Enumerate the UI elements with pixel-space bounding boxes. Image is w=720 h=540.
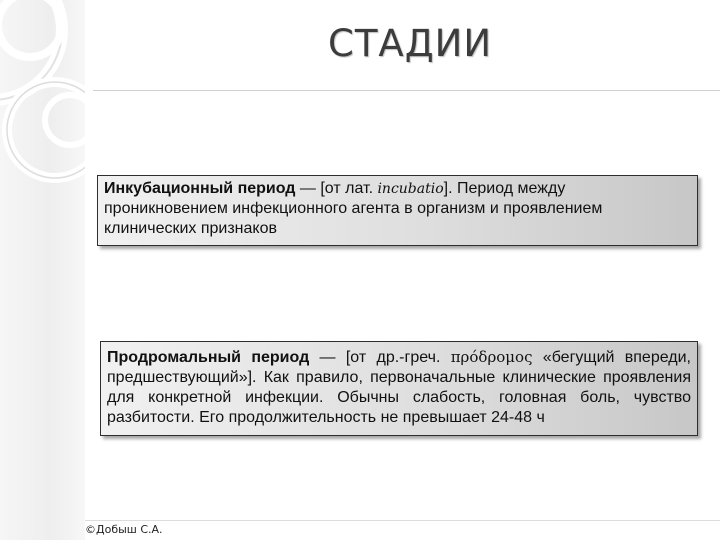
incubation-origin-prefix: — [от лат. xyxy=(295,180,378,197)
title-divider xyxy=(93,90,720,91)
prodromal-term: Продромальный период xyxy=(107,349,310,366)
footer-divider xyxy=(85,520,720,521)
incubation-period-box xyxy=(97,175,698,246)
prodromal-period-box xyxy=(100,341,698,436)
incubation-latin-word: incubatio xyxy=(377,181,444,197)
footer-copyright: ©Добыш С.А. xyxy=(85,523,163,536)
incubation-definition: ]. Период между проникновением инфекционного агента в организм и проявлением клинических признаков xyxy=(104,180,603,237)
prodromal-origin-prefix: — [от др.-греч. xyxy=(309,349,451,366)
decorative-circles-graphic xyxy=(0,0,85,540)
prodromal-definition: «бегущий впереди, предшествующий»]. Как правило, первоначальные клинические проявления для конкретной инфекции. Обычны слабость, головная боль, чувство разбитости. Его продолжительность не превышает 24-48 ч xyxy=(107,349,691,426)
prodromal-greek-word: πρόδρομος xyxy=(450,348,533,366)
incubation-term: Инкубационный период xyxy=(104,180,296,197)
decorative-side-panel xyxy=(0,0,85,540)
slide-title: СТАДИИ xyxy=(327,22,492,65)
